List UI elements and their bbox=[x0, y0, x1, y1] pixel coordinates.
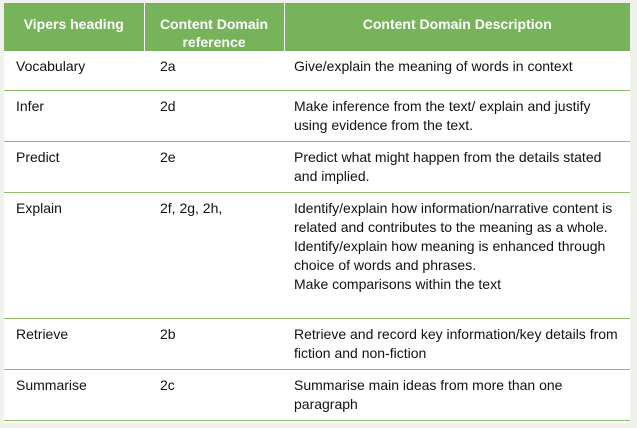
table-row bbox=[4, 369, 630, 420]
header-vipers-heading: Vipers heading bbox=[4, 3, 144, 51]
row-heading: Vocabulary bbox=[4, 51, 144, 90]
row-reference: 2a bbox=[144, 51, 284, 90]
content-domain-table bbox=[4, 3, 630, 421]
row-description bbox=[284, 141, 630, 192]
table-row bbox=[4, 192, 630, 318]
description-line: Retrieve and record key information/key details from fiction and non-fiction bbox=[294, 325, 618, 361]
row-description bbox=[284, 192, 630, 318]
description-line: Make inference from the text/ explain and justify using evidence from the text. bbox=[294, 97, 591, 133]
description-line: Summarise main ideas from more than one paragraph bbox=[294, 376, 563, 412]
row-reference: 2c bbox=[144, 369, 284, 420]
table-row bbox=[4, 90, 630, 141]
description-line: Identify/explain how meaning is enhanced through choice of words and phrases. bbox=[294, 237, 606, 273]
row-description bbox=[284, 369, 630, 420]
table-row bbox=[4, 51, 630, 90]
row-reference: 2f, 2g, 2h, bbox=[144, 192, 284, 318]
description-line: Make comparisons within the text bbox=[294, 275, 501, 292]
row-heading: Explain bbox=[4, 192, 144, 318]
row-reference: 2e bbox=[144, 141, 284, 192]
row-heading: Infer bbox=[4, 90, 144, 141]
table-header-row bbox=[4, 3, 630, 51]
row-heading: Summarise bbox=[4, 369, 144, 420]
row-description bbox=[284, 51, 630, 90]
row-description bbox=[284, 318, 630, 369]
description-line: Give/explain the meaning of words in context bbox=[294, 58, 573, 74]
row-heading: Retrieve bbox=[4, 318, 144, 369]
table-row bbox=[4, 141, 630, 192]
table-row bbox=[4, 318, 630, 369]
description-line: Predict what might happen from the details stated and implied. bbox=[294, 148, 602, 184]
row-reference: 2d bbox=[144, 90, 284, 141]
header-content-domain-reference: Content Domain reference bbox=[144, 3, 284, 51]
row-heading: Predict bbox=[4, 141, 144, 192]
row-description bbox=[284, 90, 630, 141]
content-domain-table-frame bbox=[4, 3, 630, 423]
row-reference: 2b bbox=[144, 318, 284, 369]
header-content-domain-description: Content Domain Description bbox=[284, 3, 630, 51]
description-line: Identify/explain how information/narrative content is related and contributes to the meaning as a whole. bbox=[294, 199, 613, 235]
